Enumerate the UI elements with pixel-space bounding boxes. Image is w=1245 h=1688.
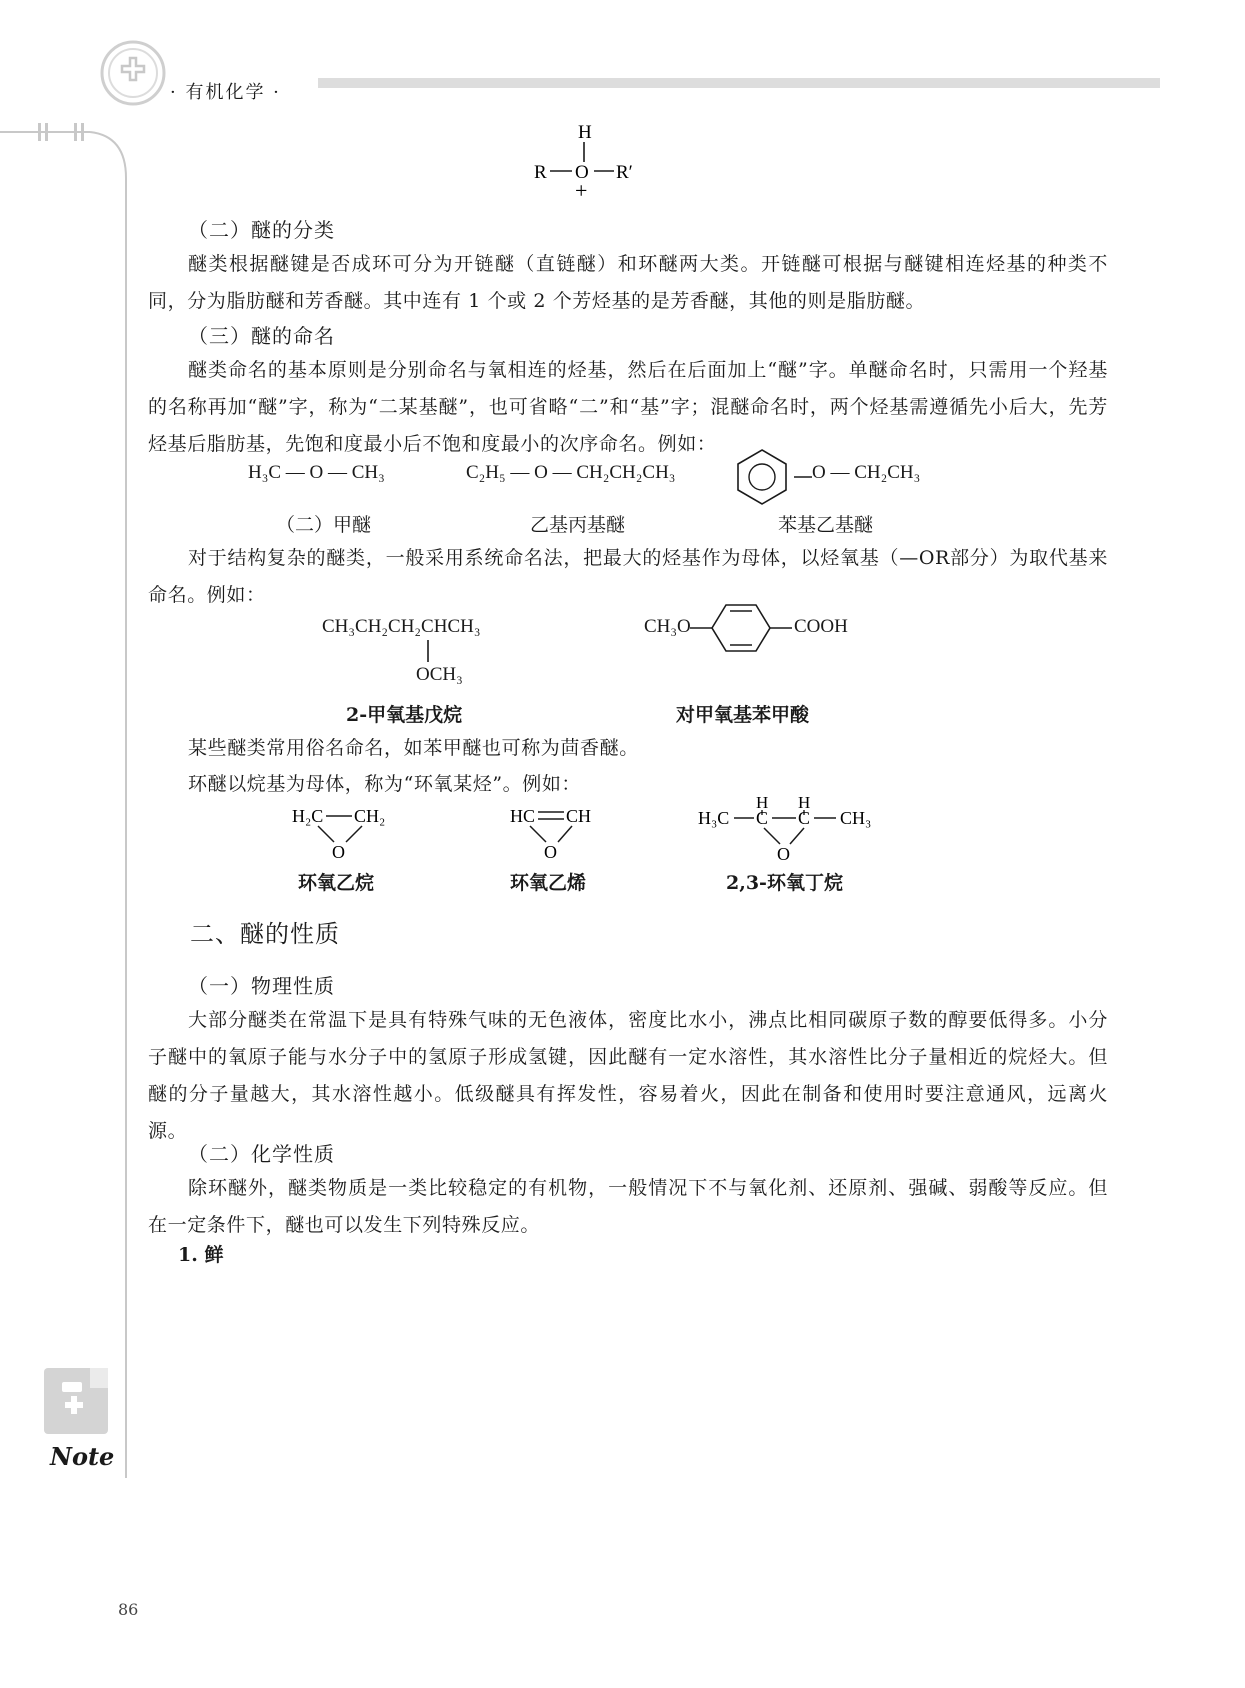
formula-dimethyl-ether: H₃C — O — CH₃: [248, 462, 385, 483]
header-title: · 有机化学 ·: [170, 82, 281, 103]
svg-text:R: R: [534, 162, 547, 183]
formula-methoxypentane-sub: OCH₃: [416, 664, 463, 685]
epoxyethylene-structure: [508, 800, 608, 864]
svg-text:C: C: [798, 808, 811, 828]
epoxybutane-structure: [696, 788, 886, 864]
header-rule: [318, 78, 1160, 88]
svg-text:O: O: [575, 162, 589, 183]
heading-chemical: （二）化学性质: [188, 1142, 335, 1166]
svg-text:CH₂: CH₂: [354, 806, 386, 826]
heading-classification: （二）醚的分类: [188, 218, 335, 242]
svg-text:H₂C: H₂C: [292, 806, 324, 826]
note-label: Note: [50, 1442, 115, 1471]
caption-phenyl-ethyl-ether: 苯基乙基醚: [778, 514, 874, 536]
svg-text:O: O: [777, 844, 790, 864]
caption-methoxypentane: 2-甲氧基戊烷: [346, 704, 463, 726]
svg-text:O: O: [332, 842, 345, 862]
bond-line: [425, 640, 431, 662]
svg-text:C: C: [756, 808, 769, 828]
caption-methoxybenzoic: 对甲氧基苯甲酸: [676, 704, 810, 726]
epoxyethane-structure: [290, 800, 400, 864]
benzene-ring-icon: [690, 598, 794, 658]
svg-text:H: H: [798, 793, 811, 812]
list-item-1: 1. 鲜: [178, 1244, 224, 1266]
para-naming-1: 醚类命名的基本原则是分别命名与氧相连的烃基，然后在后面加上“醚”字。单醚命名时，只需用一个羟基的名称再加“醚”字，称为“二某基醚”，也可省略“二”和“基”字；混醚命名时，两个烃基需遵循先小后大，先芳烃基后脂肪基，先饱和度最小后不饱和度最小的次序命名。例如：: [148, 359, 1108, 455]
svg-text:CH: CH: [566, 806, 592, 826]
benzene-ring-icon: [730, 446, 794, 506]
formula-ethyl-propyl-ether: C₂H₅ — O — CH₂CH₂CH₃: [466, 462, 676, 483]
heading-naming: （三）醚的命名: [188, 324, 335, 348]
para-naming-4: 环醚以烷基为母体，称为“环氧某烃”。例如：: [188, 773, 582, 795]
svg-text:H₃C: H₃C: [698, 808, 730, 828]
svg-text:+: +: [575, 178, 588, 203]
caption-ethyl-propyl-ether: 乙基丙基醚: [530, 514, 626, 536]
page-number: 86: [118, 1600, 139, 1619]
para-naming-2: 对于结构复杂的醚类，一般采用系统命名法，把最大的烃基作为母体，以烃氧基（—OR部分）为取代基来命名。例如：: [148, 547, 1108, 606]
svg-text:H: H: [578, 122, 592, 143]
svg-text:HC: HC: [510, 806, 536, 826]
para-physical: 大部分醚类在常温下是具有特殊气味的无色液体，密度比水小，沸点比相同碳原子数的醇要低得多。小分子醚中的氧原子能与水分子中的氢原子形成氢键，因此醚有一定水溶性，其水溶性比分子量相近的烷烃大。但醚的分子量越大，其水溶性越小。低级醚具有挥发性，容易着火，因此在制备和使用时要注意通风，远离火源。: [148, 1009, 1108, 1142]
svg-text:O: O: [544, 842, 557, 862]
caption-epoxyethylene: 环氧乙烯: [510, 872, 587, 894]
formula-phenyl-ethyl-ether: O — CH₂CH₃: [812, 462, 921, 483]
svg-text:H: H: [756, 793, 769, 812]
note-icon: [42, 1366, 112, 1438]
caption-dimethyl-ether: （二）甲醚: [276, 514, 372, 536]
para-naming-3: 某些醚类常用俗名命名，如苯甲醚也可称为茴香醚。: [188, 737, 639, 759]
caption-epoxyethane: 环氧乙烷: [298, 872, 375, 894]
formula-methoxypentane-main: CH₃CH₂CH₂CHCH₃: [322, 616, 481, 637]
bond-line: [794, 474, 812, 480]
formula-methoxybenzoic-right: COOH: [794, 616, 848, 637]
para-classification: 醚类根据醚键是否成环可分为开链醚（直链醚）和环醚两大类。开链醚可根据与醚键相连烃基的种类不同，分为脂肪醚和芳香醚。其中连有 1 个或 2 个芳烃基的是芳香醚，其他的则是脂肪醚。: [148, 253, 1108, 312]
heading-physical: （一）物理性质: [188, 974, 335, 998]
heading-properties: 二、醚的性质: [190, 920, 340, 948]
caption-epoxybutane: 2,3-环氧丁烷: [726, 872, 843, 894]
oxonium-structure: [520, 118, 660, 208]
para-chemical: 除环醚外，醚类物质是一类比较稳定的有机物，一般情况下不与氧化剂、还原剂、强碱、弱酸等反应。但在一定条件下，醚也可以发生下列特殊反应。: [148, 1177, 1108, 1236]
svg-text:CH₃: CH₃: [840, 808, 872, 828]
logo-icon: [98, 38, 168, 108]
formula-methoxybenzoic-left: CH₃O: [644, 616, 691, 637]
svg-text:R′: R′: [616, 162, 633, 183]
margin-frame: [0, 118, 140, 1518]
